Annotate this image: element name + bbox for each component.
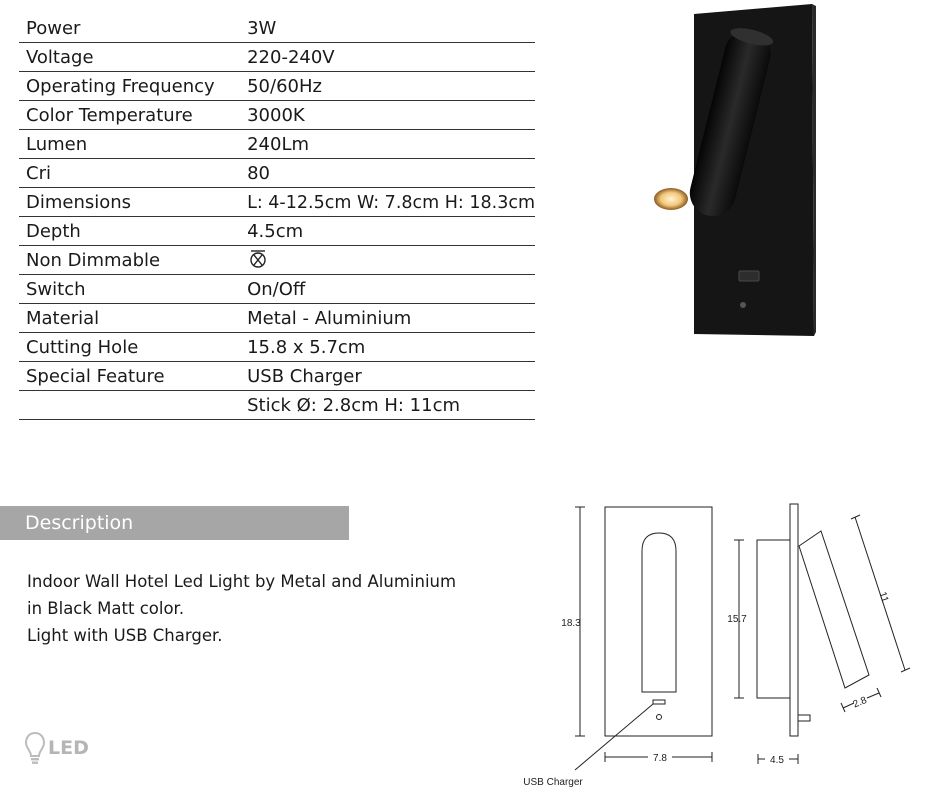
dim-stick-diameter-label: 2.8 xyxy=(851,694,869,711)
technical-drawing xyxy=(515,495,931,801)
spec-label: Material xyxy=(19,304,231,333)
spec-value: 3000K xyxy=(231,101,535,130)
spec-value: USB Charger xyxy=(231,362,535,391)
side-stick xyxy=(799,531,869,688)
dim-stick-length-label: 11 xyxy=(876,590,891,604)
switch-icon xyxy=(740,302,746,308)
spec-row xyxy=(19,14,535,43)
description-heading: Description xyxy=(0,506,349,540)
spec-row xyxy=(19,188,535,217)
spec-row xyxy=(19,333,535,362)
led-text: LED xyxy=(48,737,89,759)
side-plate xyxy=(790,504,798,736)
spec-row xyxy=(19,72,535,101)
spec-label: Depth xyxy=(19,217,231,246)
spec-value: On/Off xyxy=(231,275,535,304)
description-line: Indoor Wall Hotel Led Light by Metal and Aluminium xyxy=(27,572,457,591)
lamp-lens xyxy=(654,188,688,210)
dim-depth-label: 4.5 xyxy=(770,755,784,766)
spec-value: 240Lm xyxy=(231,130,535,159)
spec-value: L: 4-12.5cm W: 7.8cm H: 18.3cm xyxy=(231,188,535,217)
spec-value: 4.5cm xyxy=(231,217,535,246)
description-line: Light with USB Charger. xyxy=(27,626,223,645)
bulb-icon xyxy=(24,731,46,765)
led-badge xyxy=(24,731,89,765)
spec-label: Cutting Hole xyxy=(19,333,231,362)
spec-value: Stick Ø: 2.8cm H: 11cm xyxy=(231,391,535,420)
dim-height-label: 18.3 xyxy=(561,618,581,629)
spec-label: Switch xyxy=(19,275,231,304)
spec-value: 15.8 x 5.7cm xyxy=(231,333,535,362)
spec-value xyxy=(231,246,535,275)
spec-value: 3W xyxy=(231,14,535,43)
spec-row xyxy=(19,246,535,275)
spec-table xyxy=(19,14,535,420)
spec-label: Color Temperature xyxy=(19,101,231,130)
usb-port-icon xyxy=(739,271,759,281)
spec-label: Voltage xyxy=(19,43,231,72)
dim-width-label: 7.8 xyxy=(653,753,667,764)
spec-value: Metal - Aluminium xyxy=(231,304,535,333)
spec-label: Lumen xyxy=(19,130,231,159)
spec-label: Non Dimmable xyxy=(19,246,231,275)
description-line: in Black Matt color. xyxy=(27,599,185,618)
front-stick xyxy=(642,533,676,692)
usb-charger-label: USB Charger xyxy=(523,777,583,788)
spec-row xyxy=(19,101,535,130)
spec-label: Special Feature xyxy=(19,362,231,391)
spec-value: 220-240V xyxy=(231,43,535,72)
dim-cut-height-label: 15.7 xyxy=(727,614,747,625)
front-plate xyxy=(605,507,712,736)
spec-row xyxy=(19,391,535,420)
spec-row xyxy=(19,217,535,246)
spec-row xyxy=(19,130,535,159)
description-text xyxy=(27,568,456,649)
spec-label: Dimensions xyxy=(19,188,231,217)
spec-row xyxy=(19,159,535,188)
spec-label: Power xyxy=(19,14,231,43)
spec-row xyxy=(19,304,535,333)
spec-value: 50/60Hz xyxy=(231,72,535,101)
spec-value: 80 xyxy=(231,159,535,188)
usb-port-outline xyxy=(653,700,665,704)
switch-outline xyxy=(657,715,662,720)
spec-label: Operating Frequency xyxy=(19,72,231,101)
spec-row xyxy=(19,275,535,304)
spec-row xyxy=(19,43,535,72)
spec-label xyxy=(19,391,231,420)
non-dimmable-icon xyxy=(247,248,269,270)
spec-row xyxy=(19,362,535,391)
spec-label: Cri xyxy=(19,159,231,188)
side-box xyxy=(757,540,790,698)
product-photo xyxy=(630,0,830,340)
